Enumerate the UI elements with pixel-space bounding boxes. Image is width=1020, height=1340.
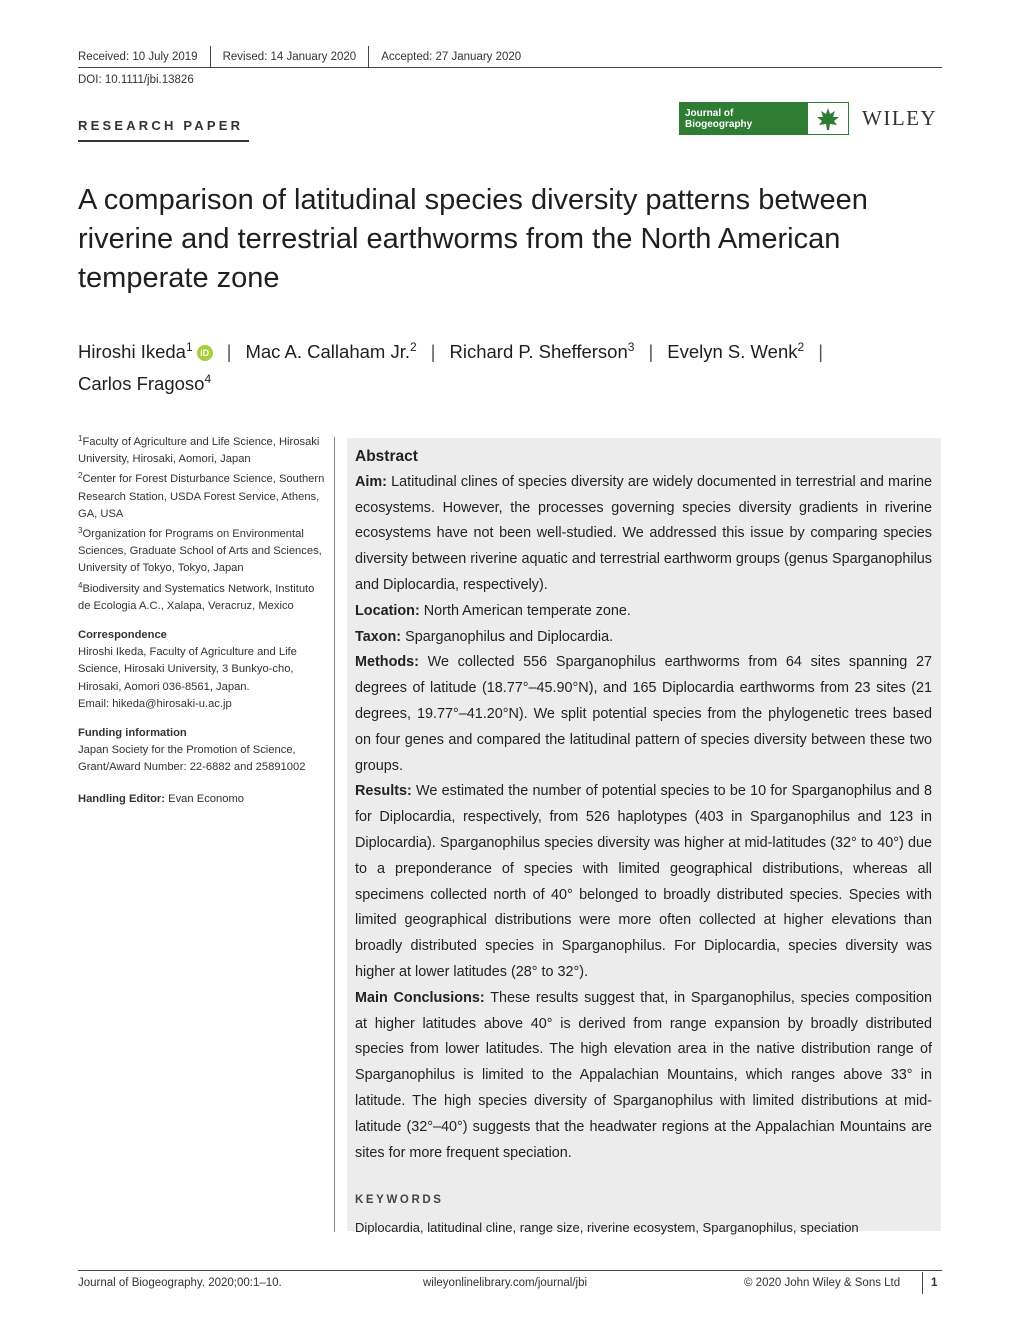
footer-copyright: © 2020 John Wiley & Sons Ltd bbox=[744, 1277, 901, 1289]
journal-logo-line1: Journal of bbox=[685, 108, 734, 119]
revised-date: Revised: 14 January 2020 bbox=[222, 51, 357, 63]
handling-editor-name: Evan Economo bbox=[168, 792, 244, 805]
article-title: A comparison of latitudinal species diversity patterns between riverine and terrestrial earthworms from the North American temperate zone bbox=[78, 184, 868, 294]
page-number: 1 bbox=[931, 1277, 938, 1289]
doi[interactable]: DOI: 10.1111/jbi.13826 bbox=[78, 74, 194, 86]
history-dates bbox=[78, 48, 533, 66]
abstract-content bbox=[355, 444, 932, 1238]
abstract-location: Location: North American temperate zone. bbox=[355, 602, 631, 619]
received-date: Received: 10 July 2019 bbox=[78, 51, 198, 63]
abstract-results: Results: We estimated the number of potential species to be 10 for Sparganophilus and 8 for Diplocardia, respectively, from 526 haplotypes (403 in Sparganophilus and 123 in Diplocardia). Sparganophilus species diversity was higher at mid-latitudes (32° to 40°) due to a preponderance of species with limited geographical distributions, whereas all specimens collected north of 40° belonged to broadly distributed species. Species with limited geographical distributions were more often collected at higher elevations than broadly distributed species in Sparganophilus. For Diplocardia, species diversity was higher at lower latitudes (28° to 32°). bbox=[355, 783, 932, 980]
affiliation: $^1$Faculty of Agriculture and Life Science, Hirosaki University, Hirosaki, Aomori, Japan bbox=[78, 434, 320, 466]
journal-logo[interactable] bbox=[679, 102, 849, 135]
footer-rule bbox=[78, 1270, 942, 1271]
correspondence bbox=[78, 627, 328, 713]
sidebar-info bbox=[78, 434, 328, 811]
leaf-icon bbox=[807, 102, 849, 135]
section-underline bbox=[78, 140, 249, 142]
correspondence-text: Hiroshi Ikeda, Faculty of Agriculture and Life Science, Hirosaki University, 3 Bunkyo-cho, Hirosaki, Aomori 036-8561, Japan. bbox=[78, 646, 297, 693]
correspondence-email[interactable]: Email: hikeda@hirosaki-u.ac.jp bbox=[78, 697, 232, 710]
author[interactable]: Mac A. Callaham Jr.$^2$ bbox=[245, 340, 417, 362]
funding bbox=[78, 725, 328, 777]
abstract-box bbox=[347, 438, 941, 1236]
abstract-methods: Methods: We collected 556 Sparganophilus earthworms from 64 sites spanning 27 degrees of latitude (18.77°–45.90°N), and 165 Diplocardia earthworms from 23 sites (21 degrees, 19.77°–41.20°N). We split potential species from the phylogenetic trees based on four genes and compared the latitudinal pattern of species diversity between these two groups. bbox=[355, 654, 932, 774]
header-rule bbox=[78, 67, 942, 68]
handling-editor-label: Handling Editor: bbox=[78, 792, 166, 805]
publisher-logo[interactable]: WILEY bbox=[862, 106, 938, 130]
footer-url[interactable]: wileyonlinelibrary.com/journal/jbi bbox=[423, 1277, 588, 1289]
abstract-aim: Aim: Latitudinal clines of species diversity are widely documented in terrestrial and marine ecosystems. However, the processes governing species diversity gradients in riverine ecosystems have not been well-studied. We addressed this issue by comparing species diversity between riverine aquatic and terrestrial earthworm groups (genus Sparganophilus and Diplocardia, respectively). bbox=[355, 473, 932, 593]
author[interactable]: Carlos Fragoso$^4$ bbox=[78, 372, 212, 394]
accepted-date: Accepted: 27 January 2020 bbox=[381, 51, 522, 63]
author[interactable]: Richard P. Shefferson$^3$ bbox=[449, 340, 635, 362]
abstract-heading: Abstract bbox=[355, 448, 418, 465]
affiliation: $^3$Organization for Programs on Environmental Sciences, Graduate School of Arts and Sciences, University of Tokyo, Tokyo, Japan bbox=[78, 526, 322, 575]
footer-divider bbox=[922, 1272, 923, 1294]
funding-text: Japan Society for the Promotion of Science, Grant/Award Number: 22-6882 and 25891002 bbox=[78, 744, 306, 774]
column-divider bbox=[334, 437, 335, 1232]
orcid-icon[interactable]: iD bbox=[197, 345, 213, 361]
handling-editor bbox=[78, 791, 328, 808]
author-list: Hiroshi Ikeda$^1$ iD | Mac A. Callaham Jr.$^2$ | Richard P. Shefferson$^3$ | Evelyn S. Wenk$^2$ | Carlos Fragoso$^4$ bbox=[78, 340, 823, 394]
abstract-conclusions: Main Conclusions: These results suggest that, in Sparganophilus, species composition at higher latitudes above 40° is derived from range expansion by broadly distributed species from lower latitudes. The high elevation area in the native distribution range of Sparganophilus is limited to the Appalachian Mountains, which ranges above 33° in latitude. The high species diversity of Sparganophilus with limited distributions at mid-latitude (32°–40°) suggests that the headwater regions at the Appalachian Mountains are sites for more frequent speciation. bbox=[355, 989, 933, 1161]
section-label: RESEARCH PAPER bbox=[78, 118, 244, 133]
correspondence-heading: Correspondence bbox=[78, 629, 167, 642]
keywords-heading: KEYWORDS bbox=[355, 1194, 444, 1207]
author[interactable]: Hiroshi Ikeda$^1$ iD bbox=[78, 341, 213, 362]
author[interactable]: Evelyn S. Wenk$^2$ bbox=[667, 340, 805, 362]
funding-heading: Funding information bbox=[78, 727, 187, 740]
keywords-text: Diplocardia, latitudinal cline, range size, riverine ecosystem, Sparganophilus, speciation bbox=[355, 1220, 859, 1236]
footer-citation: Journal of Biogeography. 2020;00:1–10. bbox=[78, 1277, 282, 1289]
journal-logo-line2: Biogeography bbox=[685, 119, 753, 130]
journal-logo-text bbox=[679, 102, 807, 135]
affiliation: $^4$Biodiversity and Systematics Network, Instituto de Ecologia A.C., Xalapa, Veracruz, Mexico bbox=[78, 580, 315, 612]
abstract-taxon: Taxon: Sparganophilus and Diplocardia. bbox=[355, 628, 614, 645]
affiliation: $^2$Center for Forest Disturbance Science, Southern Research Station, USDA Forest Service, Athens, GA, USA bbox=[78, 471, 325, 520]
